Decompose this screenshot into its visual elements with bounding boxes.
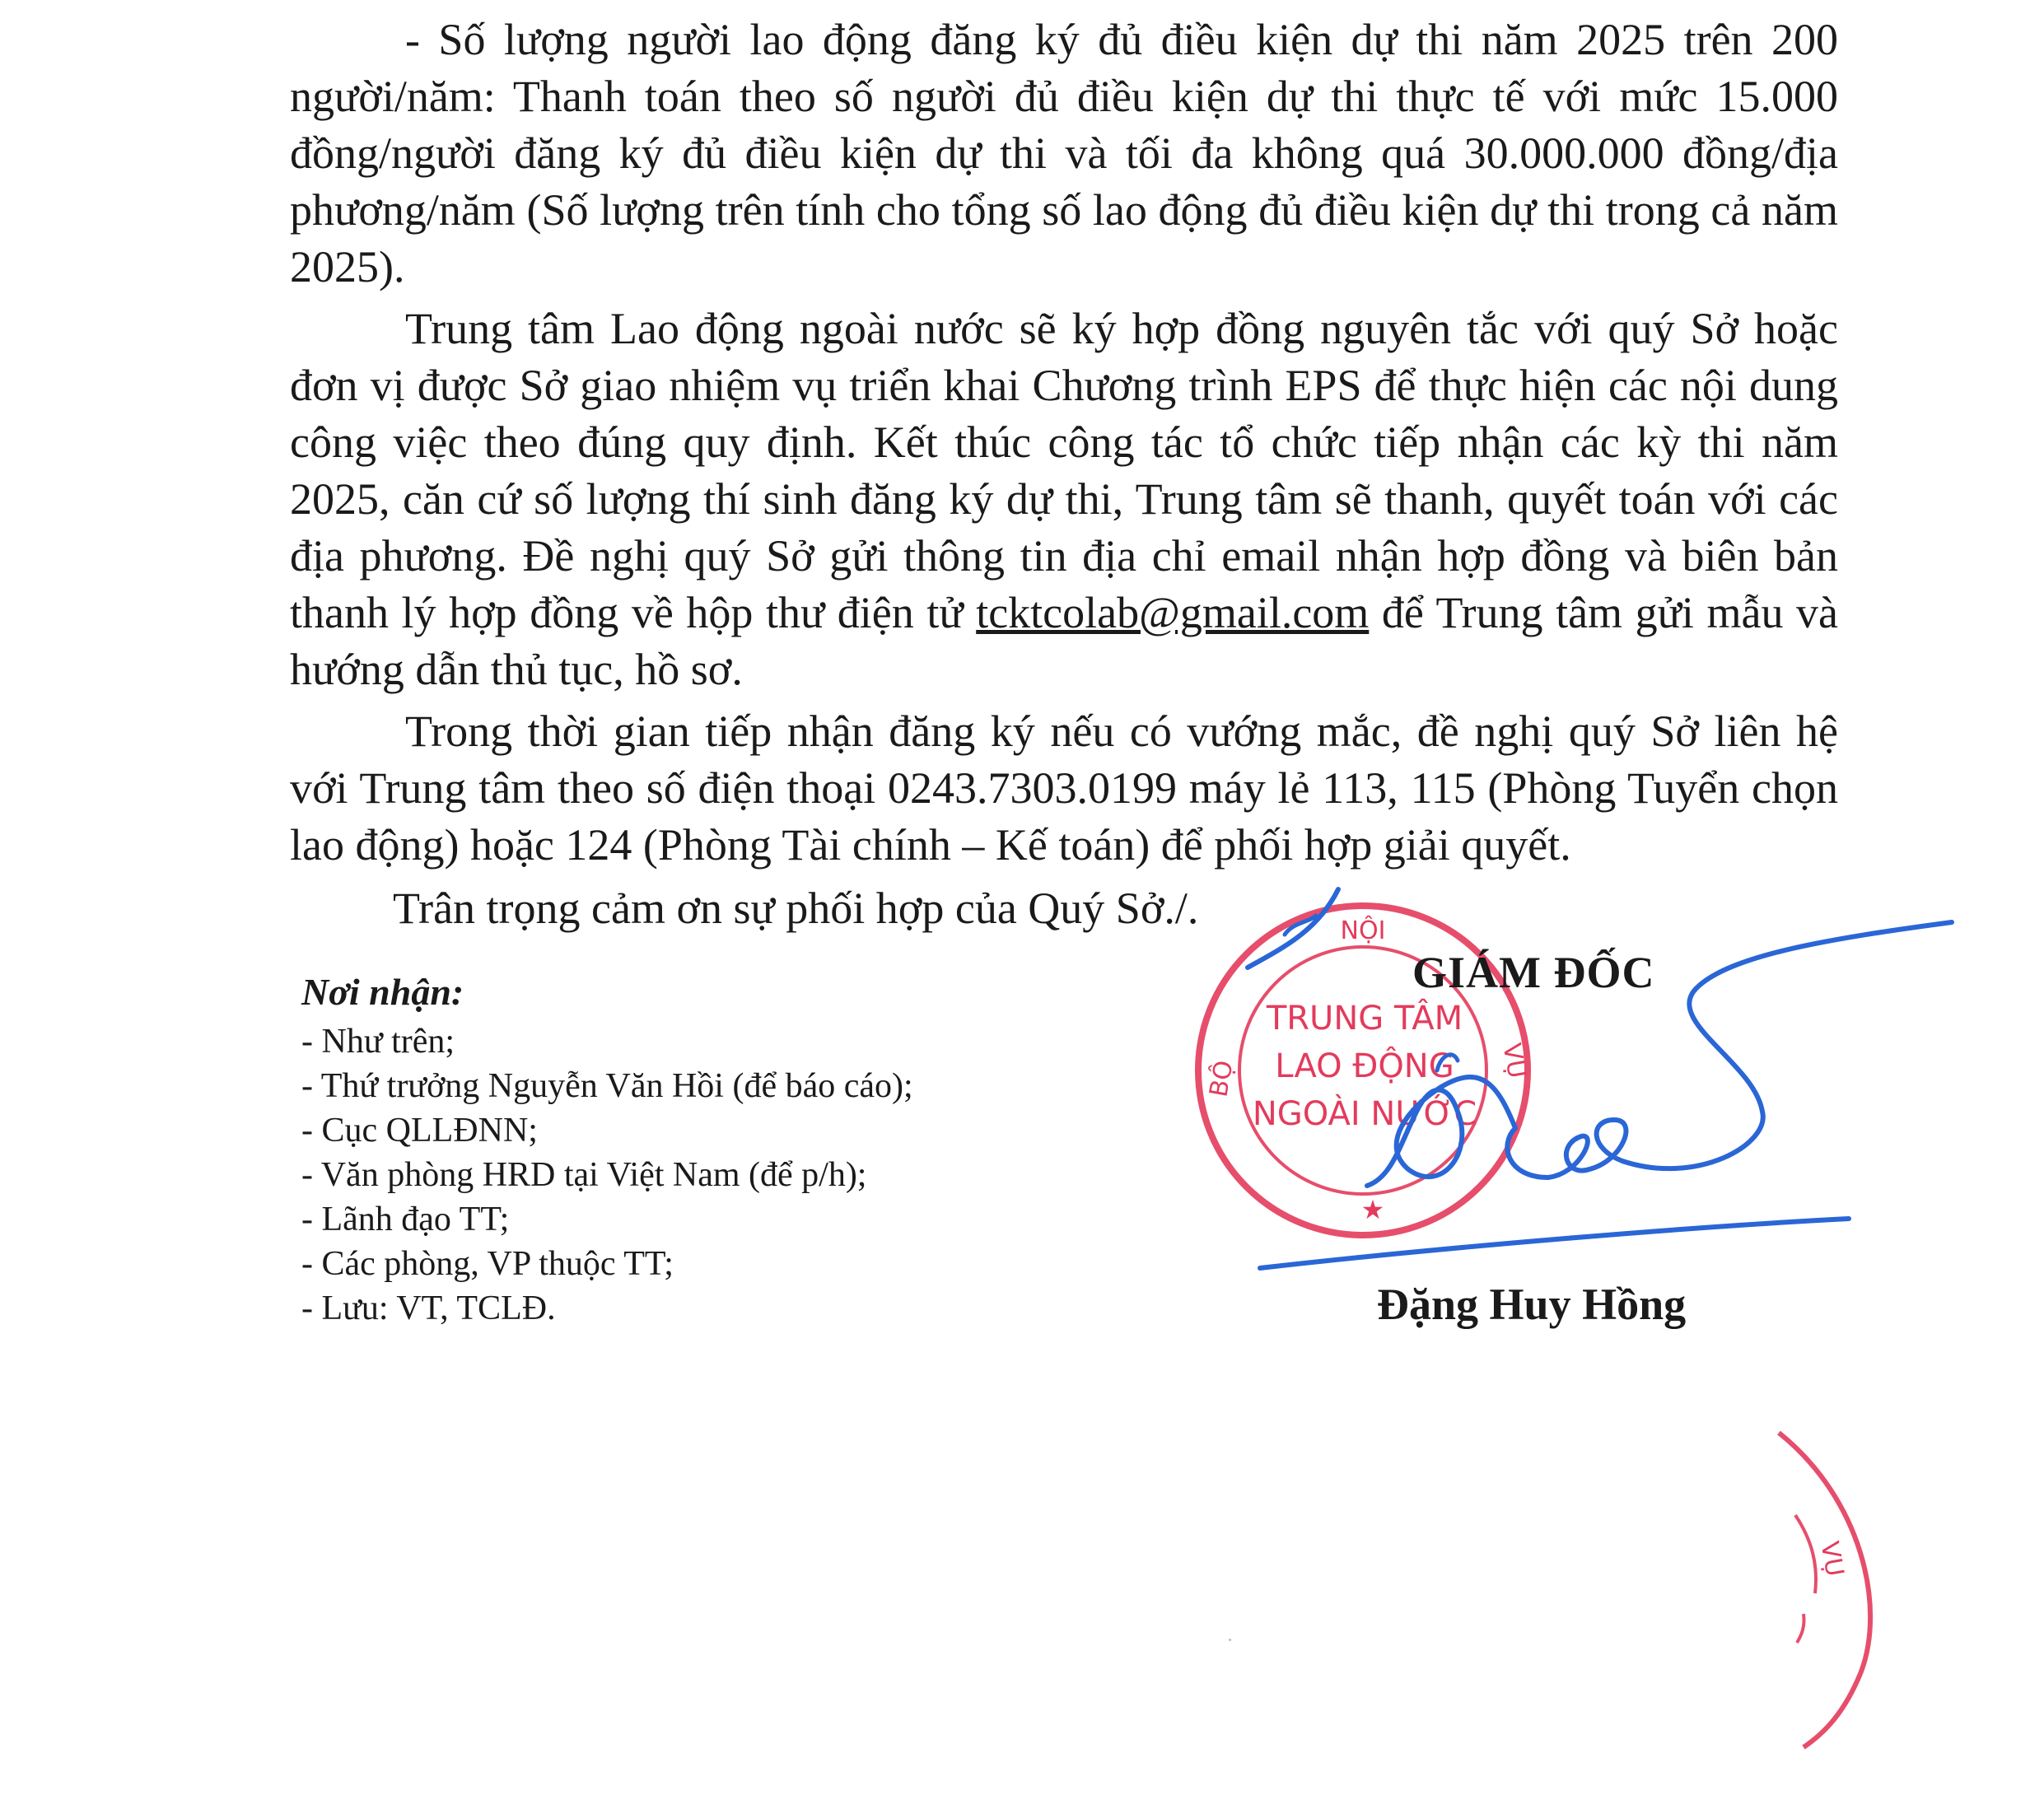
handwritten-signature [1235, 873, 1960, 1301]
recipient-item: - Cục QLLĐNN; [301, 1112, 538, 1149]
signature-title: GIÁM ĐỐC [1412, 948, 1655, 997]
signer-name: Đặng Huy Hồng [1377, 1280, 1687, 1329]
email-link[interactable]: tcktcolab@gmail.com [976, 588, 1370, 637]
letter-body [290, 12, 1838, 937]
contract-paragraph-text: Trung tâm Lao động ngoài nước sẽ ký hợp đồng nguyên tắc với quý Sở hoặc đơn vị được Sở giao nhiệm vụ triển khai Chương trình EPS để thực hiện các nội dung công việc theo đúng quy định. Kết thúc công tác tổ chức tiếp nhận các kỳ thi năm 2025, căn cứ số lượng thí sinh đăng ký dự thi, Trung tâm sẽ thanh, quyết toán với các địa phương. Đề nghị quý Sở gửi thông tin địa chỉ email nhận hợp đồng và biên bản thanh lý hợp đồng về hộp thư điện tử [290, 304, 1838, 637]
payment-paragraph [290, 12, 1838, 296]
stamp-left-text: BỘ [1204, 1058, 1239, 1099]
partial-stamp-text: VỤ [1814, 1539, 1850, 1579]
recipients-block [301, 970, 1043, 1331]
stamp-top-text: NỘI [1340, 916, 1386, 945]
recipients-title: Nơi nhận: [301, 971, 464, 1013]
stamp-star-icon: ★ [1360, 1194, 1385, 1225]
recipient-item: - Thứ trưởng Nguyễn Văn Hồi (để báo cáo); [301, 1067, 913, 1105]
contact-paragraph [290, 703, 1838, 874]
partial-stamp-mark [1746, 1425, 1894, 1754]
recipients-list [301, 1019, 1043, 1331]
stamp-right-text: VỤ [1496, 1041, 1532, 1081]
payment-paragraph-text: - Số lượng người lao động đăng ký đủ điều kiện dự thi năm 2025 trên 200 người/năm: Thanh toán theo số người đủ điều kiện dự thi thực tế với mức 15.000 đồng/người đăng ký đủ điều kiện dự thi và tối đa không quá 30.000.000 đồng/địa phương/năm (Số lượng trên tính cho tổng số lao động đủ điều kiện dự thi trong cả năm 2025). [290, 15, 1838, 291]
contact-paragraph-text: Trong thời gian tiếp nhận đăng ký nếu có vướng mắc, đề nghị quý Sở liên hệ với Trung tâm theo số điện thoại 0243.7303.0199 máy lẻ 113, 115 (Phòng Tuyển chọn lao động) hoặc 124 (Phòng Tài chính – Kế toán) để phối hợp giải quyết. [290, 706, 1838, 870]
contract-paragraph-tail: để Trung tâm gửi mẫu và hướng dẫn thủ tục, hồ sơ. [290, 588, 1838, 694]
recipient-item: - Như trên; [301, 1023, 455, 1061]
contract-paragraph [290, 301, 1838, 698]
recipient-item: - Văn phòng HRD tại Việt Nam (để p/h); [301, 1156, 867, 1194]
stamp-line-3: NGOÀI NƯỚC [1252, 1095, 1477, 1133]
recipient-item: - Các phòng, VP thuộc TT; [301, 1245, 674, 1283]
stamp-line-1: TRUNG TÂM [1266, 1000, 1463, 1038]
recipient-item: - Lưu: VT, TCLĐ. [301, 1289, 556, 1327]
scan-speck [1229, 1639, 1231, 1641]
stamp-line-2: LAO ĐỘNG [1275, 1047, 1454, 1085]
recipient-item: - Lãnh đạo TT; [301, 1201, 510, 1238]
closing-line-text: Trân trọng cảm ơn sự phối hợp của Quý Sở./. [393, 884, 1199, 933]
